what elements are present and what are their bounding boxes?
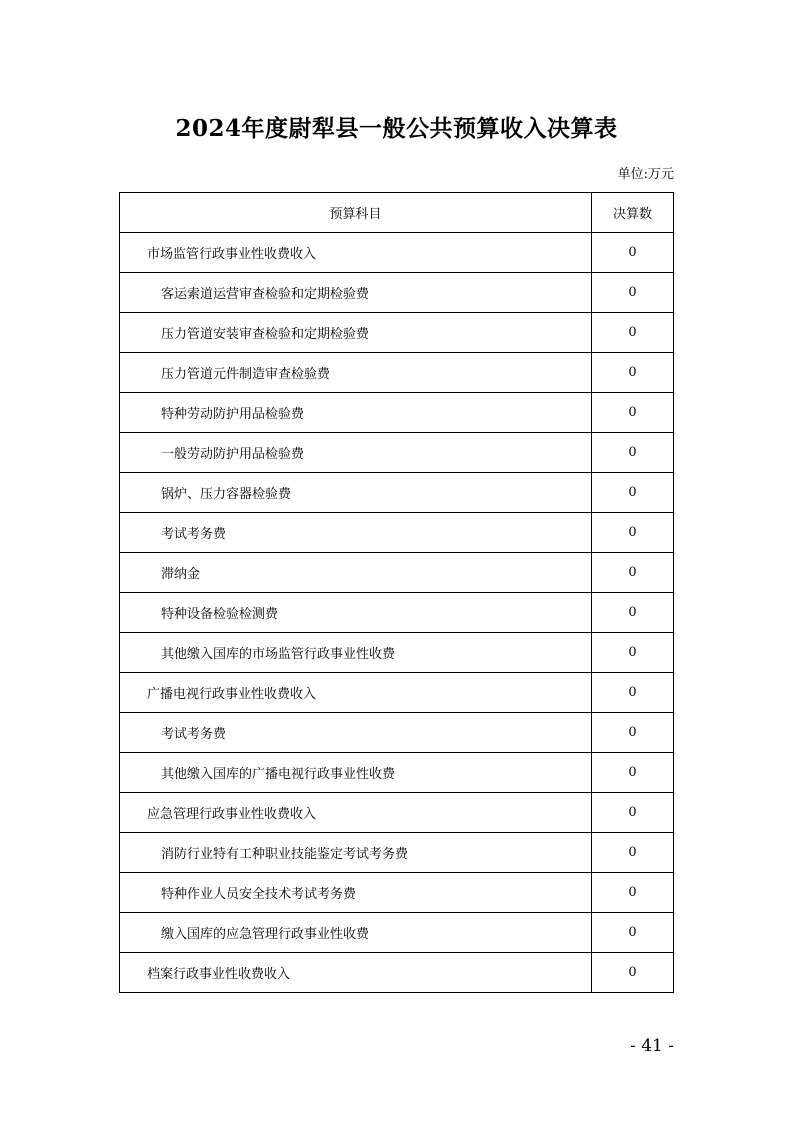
table-row bbox=[120, 313, 674, 353]
final-amount-cell: 0 bbox=[592, 433, 674, 473]
table-row bbox=[120, 393, 674, 433]
table-row bbox=[120, 913, 674, 953]
table-header-row bbox=[120, 193, 674, 233]
final-amount-cell: 0 bbox=[592, 473, 674, 513]
table-row bbox=[120, 833, 674, 873]
final-amount-cell: 0 bbox=[592, 713, 674, 753]
final-amount-cell: 0 bbox=[592, 233, 674, 273]
page-title: 2024年度尉犁县一般公共预算收入决算表 bbox=[175, 115, 618, 142]
final-amount-cell: 0 bbox=[592, 793, 674, 833]
final-amount-cell: 0 bbox=[592, 673, 674, 713]
subitem-cell: 其他缴入国库的广播电视行政事业性收费 bbox=[120, 753, 592, 793]
table-row bbox=[120, 433, 674, 473]
final-amount-cell: 0 bbox=[592, 513, 674, 553]
table-row bbox=[120, 713, 674, 753]
category-item-cell: 广播电视行政事业性收费收入 bbox=[120, 673, 592, 713]
budget-table bbox=[119, 192, 674, 993]
subitem-cell: 特种劳动防护用品检验费 bbox=[120, 393, 592, 433]
final-amount-cell: 0 bbox=[592, 913, 674, 953]
final-amount-cell: 0 bbox=[592, 953, 674, 993]
header-budget-item: 预算科目 bbox=[120, 193, 592, 233]
page-number: - 41 - bbox=[630, 1036, 674, 1056]
subitem-cell: 消防行业特有工种职业技能鉴定考试考务费 bbox=[120, 833, 592, 873]
final-amount-cell: 0 bbox=[592, 353, 674, 393]
final-amount-cell: 0 bbox=[592, 393, 674, 433]
table-row bbox=[120, 273, 674, 313]
table-row bbox=[120, 873, 674, 913]
final-amount-cell: 0 bbox=[592, 753, 674, 793]
subitem-cell: 特种设备检验检测费 bbox=[120, 593, 592, 633]
table-row bbox=[120, 233, 674, 273]
subitem-cell: 其他缴入国库的市场监管行政事业性收费 bbox=[120, 633, 592, 673]
final-amount-cell: 0 bbox=[592, 553, 674, 593]
final-amount-cell: 0 bbox=[592, 593, 674, 633]
table-row bbox=[120, 353, 674, 393]
subitem-cell: 锅炉、压力容器检验费 bbox=[120, 473, 592, 513]
final-amount-cell: 0 bbox=[592, 873, 674, 913]
subitem-cell: 考试考务费 bbox=[120, 713, 592, 753]
final-amount-cell: 0 bbox=[592, 273, 674, 313]
table-body bbox=[120, 233, 674, 993]
subitem-cell: 特种作业人员安全技术考试考务费 bbox=[120, 873, 592, 913]
table-row bbox=[120, 473, 674, 513]
table-row bbox=[120, 793, 674, 833]
category-item-cell: 市场监管行政事业性收费收入 bbox=[120, 233, 592, 273]
table-row bbox=[120, 593, 674, 633]
category-item-cell: 应急管理行政事业性收费收入 bbox=[120, 793, 592, 833]
table-row bbox=[120, 513, 674, 553]
final-amount-cell: 0 bbox=[592, 633, 674, 673]
table-row bbox=[120, 553, 674, 593]
unit-label: 单位:万元 bbox=[617, 167, 674, 182]
table-row bbox=[120, 673, 674, 713]
final-amount-cell: 0 bbox=[592, 833, 674, 873]
final-amount-cell: 0 bbox=[592, 313, 674, 353]
table-row bbox=[120, 953, 674, 993]
subitem-cell: 考试考务费 bbox=[120, 513, 592, 553]
subitem-cell: 压力管道元件制造审查检验费 bbox=[120, 353, 592, 393]
subitem-cell: 缴入国库的应急管理行政事业性收费 bbox=[120, 913, 592, 953]
table-row bbox=[120, 753, 674, 793]
subitem-cell: 客运索道运营审查检验和定期检验费 bbox=[120, 273, 592, 313]
header-final-amount: 决算数 bbox=[592, 193, 674, 233]
table-row bbox=[120, 633, 674, 673]
subitem-cell: 压力管道安装审查检验和定期检验费 bbox=[120, 313, 592, 353]
category-item-cell: 档案行政事业性收费收入 bbox=[120, 953, 592, 993]
subitem-cell: 滞纳金 bbox=[120, 553, 592, 593]
subitem-cell: 一般劳动防护用品检验费 bbox=[120, 433, 592, 473]
